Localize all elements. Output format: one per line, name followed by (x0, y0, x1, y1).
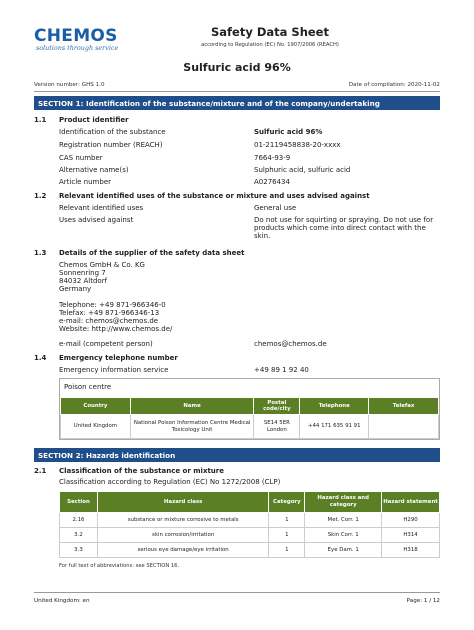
table-cell: 1 (269, 543, 305, 558)
header-divider (34, 91, 440, 92)
table-cell (369, 415, 439, 439)
column-header: Country (61, 398, 131, 415)
subsection-title: Details of the supplier of the safety data sheet (59, 249, 245, 257)
emergency-phone: +49 89 1 92 40 (254, 366, 309, 374)
field-value: Do not use for squirting or spraying. Do not use for products which come into direct contact with the skin. (254, 216, 434, 241)
classification-line: Classification according to Regulation (EC) No 1272/2008 (CLP) (59, 478, 281, 486)
subsection-number: 1.2 (34, 192, 47, 200)
table-cell: Eye Dam. 1 (305, 543, 382, 558)
supplier-contact (59, 301, 172, 333)
column-header: Category (269, 492, 305, 513)
supplier-address (59, 261, 145, 293)
table-row (61, 415, 439, 439)
column-header: Hazard class (97, 492, 268, 513)
abbreviation-footnote: For full text of abbreviations: see SECTION 16. (59, 563, 180, 569)
version-number: Version number: GHS 1.0 (34, 82, 105, 88)
table-cell: 3.3 (60, 543, 98, 558)
column-header: Section (60, 492, 98, 513)
table-cell: Skin Corr. 1 (305, 528, 382, 543)
table-cell: +44 171 635 91 91 (300, 415, 369, 439)
field-label: Registration number (REACH) (59, 141, 163, 149)
address-line: 84032 Altdorf (59, 277, 108, 286)
subsection-number: 1.1 (34, 116, 47, 124)
column-header: Name (130, 398, 254, 415)
table-header-row (61, 398, 439, 415)
table-row (60, 513, 440, 528)
table-cell: H318 (382, 543, 440, 558)
poison-centre-box (59, 378, 440, 440)
field-label: Relevant identified uses (59, 204, 144, 212)
poison-centre-table (60, 397, 439, 439)
table-cell: 1 (269, 513, 305, 528)
contact-line: Website: http://www.chemos.de/ (59, 325, 173, 334)
column-header: Telephone (300, 398, 369, 415)
competent-email: chemos@chemos.de (254, 340, 327, 348)
compilation-date: Date of compilation: 2020-11-02 (348, 82, 440, 88)
subsection-title: Emergency telephone number (59, 354, 178, 362)
address-line: Sonnenring 7 (59, 269, 106, 278)
table-header-row (60, 492, 440, 513)
footer-locale: United Kingdom: en (34, 598, 90, 604)
contact-line: e-mail: chemos@chemos.de (59, 317, 159, 326)
field-value: Sulphuric acid, sulfuric acid (254, 166, 351, 174)
subsection-number: 2.1 (34, 467, 47, 475)
table-cell: 2.16 (60, 513, 98, 528)
field-value: 01-2119458838-20-xxxx (254, 141, 341, 149)
subsection-title: Classification of the substance or mixture (59, 467, 224, 475)
column-header: Hazard statement (382, 492, 440, 513)
product-title: Sulfuric acid 96% (183, 61, 291, 74)
document-title: Safety Data Sheet (211, 25, 329, 39)
table-cell: 3.2 (60, 528, 98, 543)
address-line: Germany (59, 285, 92, 294)
table-cell: 1 (269, 528, 305, 543)
table-cell: substance or mixture corrosive to metals (97, 513, 268, 528)
field-label: Uses advised against (59, 216, 134, 224)
table-row (60, 543, 440, 558)
field-label: e-mail (competent person) (59, 340, 153, 348)
contact-line: Telefax: +49 871-966346-13 (59, 309, 160, 318)
subsection-title: Product identifier (59, 116, 129, 124)
column-header: Telefax (369, 398, 439, 415)
logo-word: CHEMOS (34, 26, 118, 46)
section-1-header: SECTION 1: Identification of the substance/mixture and of the company/undertaking (34, 96, 440, 110)
footer-divider (34, 592, 440, 593)
field-value: A0276434 (254, 178, 290, 186)
column-header: Hazard class and category (305, 492, 382, 513)
table-cell: skin corrosion/irritation (97, 528, 268, 543)
field-label: CAS number (59, 154, 103, 162)
contact-line: Telephone: +49 871-966346-0 (59, 301, 166, 309)
field-value: Sulfuric acid 96% (254, 128, 323, 136)
poison-centre-title: Poison centre (64, 383, 112, 391)
chemos-logo (34, 26, 130, 56)
field-label: Identification of the substance (59, 128, 166, 136)
subsection-number: 1.3 (34, 249, 47, 257)
table-cell: United Kingdom (61, 415, 131, 439)
table-cell: H314 (382, 528, 440, 543)
subsection-title: Relevant identified uses of the substance or mixture and uses advised against (59, 192, 370, 200)
hazard-classification-table (59, 491, 440, 558)
field-label: Emergency information service (59, 366, 169, 374)
table-cell: National Poison Information Centre Medical Toxicology Unit (130, 415, 254, 439)
field-value: General use (254, 204, 297, 212)
table-cell: serious eye damage/eye irritation (97, 543, 268, 558)
section-2-header: SECTION 2: Hazards identification (34, 448, 440, 462)
table-cell: Met. Corr. 1 (305, 513, 382, 528)
logo-tagline: solutions through service (36, 44, 119, 52)
page-number: Page: 1 / 12 (406, 598, 440, 604)
table-row (60, 528, 440, 543)
document-subtitle: according to Regulation (EC) No. 1907/2006 (REACH) (201, 42, 339, 48)
field-label: Alternative name(s) (59, 166, 129, 174)
field-value: 7664-93-9 (254, 154, 291, 162)
subsection-number: 1.4 (34, 354, 47, 362)
column-header: Postal code/city (254, 398, 300, 415)
field-label: Article number (59, 178, 112, 186)
table-cell: SE14 5ER London (254, 415, 300, 439)
address-line: Chemos GmbH & Co. KG (59, 261, 145, 269)
table-cell: H290 (382, 513, 440, 528)
